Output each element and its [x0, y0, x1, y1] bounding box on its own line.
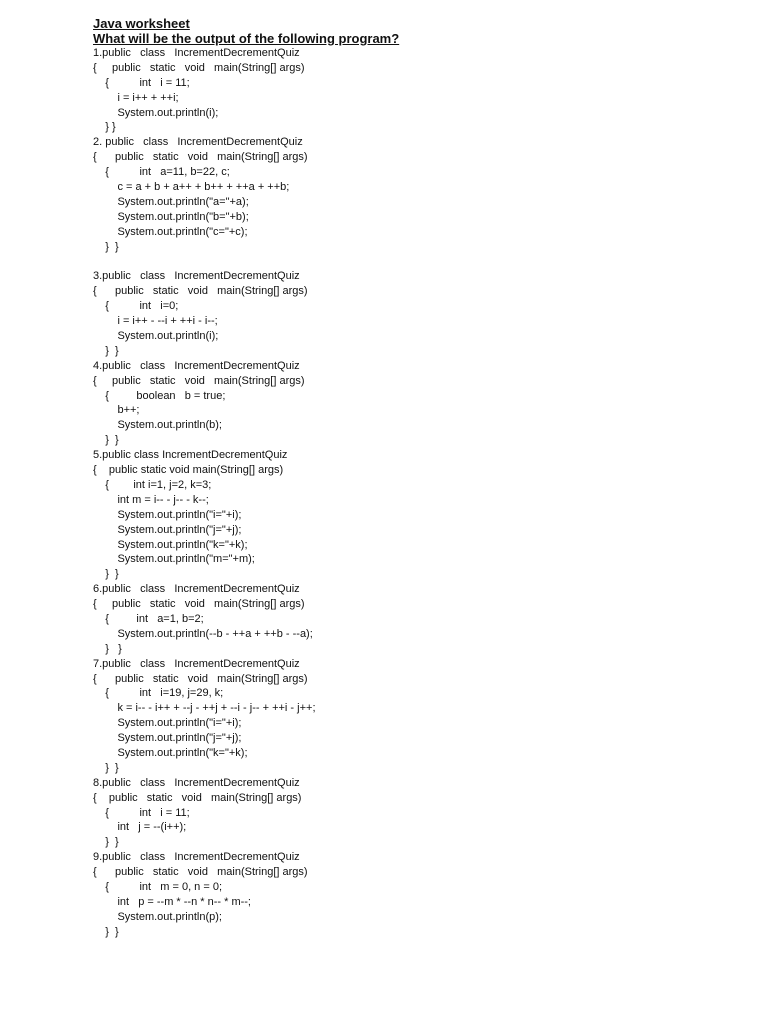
- code-line: } }: [93, 121, 116, 134]
- code-line: System.out.println("c="+c);: [93, 225, 248, 238]
- code-line: k = i-- - i++ + --j - ++j + --i - j-- + ++i - j++;: [93, 702, 316, 715]
- program-block-5: [93, 448, 753, 582]
- code-line: System.out.println("j="+j);: [93, 523, 242, 536]
- code-line: System.out.println(b);: [93, 419, 222, 432]
- program-block-4: [93, 359, 753, 448]
- code-line: int p = --m * --n * n-- * m--;: [93, 895, 251, 908]
- code-line: System.out.println(i);: [93, 330, 219, 343]
- code-line: i = i++ - --i + ++i - i--;: [93, 315, 218, 328]
- code-line: b++;: [93, 404, 140, 417]
- code-line: { public static void main(String[] args): [93, 61, 305, 74]
- code-line: { boolean b = true;: [93, 389, 226, 402]
- code-line: } }: [93, 836, 119, 849]
- code-line: } }: [93, 761, 119, 774]
- code-line: { int i = 11;: [93, 76, 190, 89]
- code-line: { int i = 11;: [93, 806, 190, 819]
- code-line: } }: [93, 642, 122, 655]
- code-line: System.out.println(p);: [93, 910, 222, 923]
- code-line: } }: [93, 344, 119, 357]
- code-line: { public static void main(String[] args): [93, 791, 302, 804]
- code-line: System.out.println("a="+a);: [93, 195, 249, 208]
- code-line: { public static void main(String[] args): [93, 285, 308, 298]
- code-line: System.out.println("b="+b);: [93, 210, 249, 223]
- code-line: System.out.println(i);: [93, 106, 219, 119]
- code-line: 9.public class IncrementDecrementQuiz: [93, 851, 300, 864]
- program-block-7: [93, 657, 753, 776]
- program-block-9: [93, 850, 753, 939]
- code-line: 8.public class IncrementDecrementQuiz: [93, 776, 300, 789]
- code-line: 6.public class IncrementDecrementQuiz: [93, 583, 300, 596]
- code-line: { public static void main(String[] args): [93, 151, 308, 164]
- worksheet-title: Java worksheet: [93, 16, 190, 31]
- worksheet-question: What will be the output of the following program?: [93, 31, 400, 46]
- code-line: int m = i-- - j-- - k--;: [93, 493, 209, 506]
- code-line: } }: [93, 434, 119, 447]
- code-line: { int m = 0, n = 0;: [93, 880, 223, 893]
- code-line: } }: [93, 240, 119, 253]
- program-block-1: [93, 46, 753, 135]
- code-line: } }: [93, 568, 119, 581]
- code-line: System.out.println("m="+m);: [93, 553, 255, 566]
- code-line: 7.public class IncrementDecrementQuiz: [93, 657, 300, 670]
- program-block-2: [93, 135, 753, 254]
- code-line: { public static void main(String[] args): [93, 598, 305, 611]
- code-line: System.out.println("k="+k);: [93, 746, 248, 759]
- code-line: System.out.println(--b - ++a + ++b - --a);: [93, 627, 313, 640]
- code-line: int j = --(i++);: [93, 821, 187, 834]
- blank-line: [93, 254, 753, 269]
- code-line: { public static void main(String[] args): [93, 672, 308, 685]
- code-line: { public static void main(String[] args): [93, 866, 308, 879]
- program-block-3: [93, 269, 753, 358]
- code-line: i = i++ + ++i;: [93, 91, 179, 104]
- code-line: System.out.println("k="+k);: [93, 538, 248, 551]
- program-list: [93, 46, 753, 940]
- code-line: c = a + b + a++ + b++ + ++a + ++b;: [93, 181, 290, 194]
- program-block-8: [93, 776, 753, 850]
- program-block-6: [93, 582, 753, 656]
- code-line: 1.public class IncrementDecrementQuiz: [93, 47, 300, 59]
- code-line: } }: [93, 925, 119, 938]
- code-line: 2. public class IncrementDecrementQuiz: [93, 136, 303, 149]
- code-line: System.out.println("i="+i);: [93, 508, 242, 521]
- worksheet-page: [93, 16, 753, 940]
- code-line: 3.public class IncrementDecrementQuiz: [93, 270, 300, 283]
- code-line: { int i=0;: [93, 300, 179, 313]
- code-line: System.out.println("i="+i);: [93, 717, 242, 730]
- code-line: { int a=1, b=2;: [93, 612, 204, 625]
- code-line: { public static void main(String[] args): [93, 374, 305, 387]
- code-line: { int i=19, j=29, k;: [93, 687, 224, 700]
- code-line: { public static void main(String[] args): [93, 464, 284, 477]
- code-line: 5.public class IncrementDecrementQuiz: [93, 449, 288, 462]
- code-line: { int i=1, j=2, k=3;: [93, 478, 212, 491]
- code-line: System.out.println("j="+j);: [93, 732, 242, 745]
- code-line: { int a=11, b=22, c;: [93, 166, 230, 179]
- code-line: 4.public class IncrementDecrementQuiz: [93, 359, 300, 372]
